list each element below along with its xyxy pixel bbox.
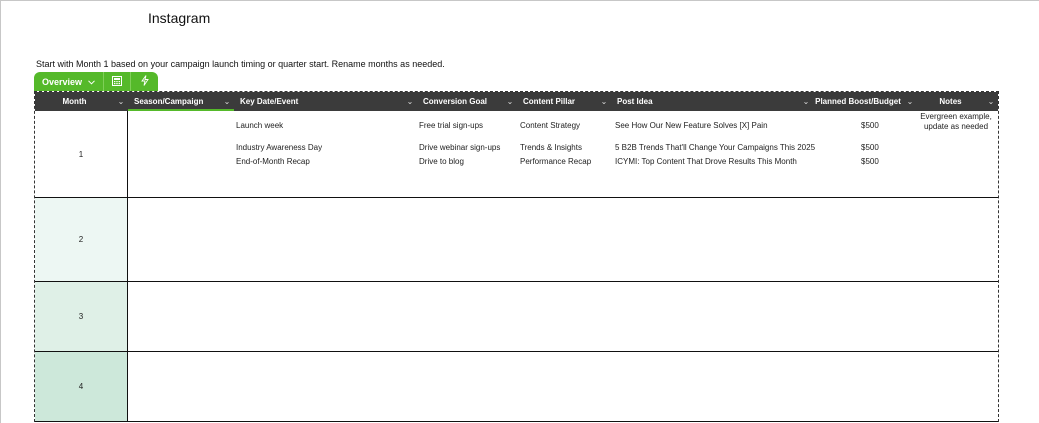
budget-cell: $500: [861, 121, 879, 130]
column-header-content-pillar[interactable]: [517, 92, 611, 111]
key-date-cell: Industry Awareness Day: [236, 143, 323, 152]
row-content[interactable]: [128, 282, 998, 351]
row-content: [128, 111, 998, 197]
post-idea-cell: See How Our New Feature Solves [X] Pain: [615, 121, 768, 130]
key-date-cell: End-of-Month Recap: [236, 157, 310, 166]
month-cell[interactable]: [35, 352, 128, 421]
column-label: Notes: [939, 97, 962, 106]
table-row: [35, 352, 998, 422]
table-header: [35, 92, 998, 111]
column-label: Planned Boost/Budget: [815, 97, 901, 106]
chevron-down-icon[interactable]: ⌄: [223, 97, 231, 106]
chevron-down-icon[interactable]: ⌄: [406, 97, 414, 106]
window-border-top: [0, 0, 1039, 1]
column-header-season-campaign[interactable]: [128, 92, 234, 111]
list-item[interactable]: [128, 157, 998, 168]
chevron-down-icon[interactable]: ⌄: [506, 97, 514, 106]
row-content[interactable]: [128, 198, 998, 281]
chevron-down-icon[interactable]: ⌄: [987, 97, 995, 106]
budget-cell: $500: [861, 143, 879, 152]
column-label: Key Date/Event: [240, 97, 299, 106]
table-row: [35, 282, 998, 352]
column-header-key-date-event[interactable]: [234, 92, 417, 111]
month-cell[interactable]: [35, 282, 128, 351]
column-header-month[interactable]: [35, 92, 128, 111]
budget-cell: $500: [861, 157, 879, 166]
table-row: [35, 198, 998, 282]
conversion-goal-cell: Drive webinar sign-ups: [419, 143, 501, 152]
conversion-goal-cell: Drive to blog: [419, 157, 464, 166]
chevron-down-icon: [88, 77, 95, 87]
column-label: Season/Campaign: [134, 97, 204, 106]
month-label: 3: [78, 312, 84, 321]
column-label: Conversion Goal: [423, 97, 488, 106]
column-label: Post Idea: [617, 97, 653, 106]
notes-cell: Evergreen example, update as needed: [920, 112, 992, 131]
chevron-down-icon[interactable]: ⌄: [600, 97, 608, 106]
month-label: 1: [78, 149, 84, 159]
conversion-goal-cell: Free trial sign-ups: [419, 121, 484, 130]
list-item[interactable]: [128, 121, 998, 132]
month-label: 4: [78, 382, 84, 391]
view-tabbar: [34, 72, 158, 91]
page-subtitle: Start with Month 1 based on your campaign launch timing or quarter start. Rename months as needed.: [36, 59, 445, 69]
key-date-cell: Launch week: [236, 121, 284, 130]
column-label: Month: [62, 97, 87, 106]
content-pillar-cell: Performance Recap: [520, 157, 592, 166]
column-header-planned-boost-budget[interactable]: [813, 92, 917, 111]
column-header-notes[interactable]: [917, 92, 998, 111]
calculator-icon: [112, 76, 122, 88]
post-idea-cell: 5 B2B Trends That'll Change Your Campaigns This 2025: [615, 143, 816, 152]
content-calendar-table: [34, 91, 999, 422]
tab-calculator[interactable]: [104, 72, 131, 91]
content-pillar-cell: Trends & Insights: [520, 143, 582, 152]
month-label: 2: [78, 235, 84, 244]
tab-overview-label: Overview: [41, 76, 83, 87]
month-cell[interactable]: [35, 111, 128, 197]
chevron-down-icon[interactable]: ⌄: [906, 97, 914, 106]
table-row: [35, 111, 998, 198]
chevron-down-icon[interactable]: ⌄: [117, 97, 125, 106]
chevron-down-icon[interactable]: ⌄: [802, 97, 810, 106]
tab-automation[interactable]: [131, 72, 158, 91]
window-border-left: [0, 0, 1, 423]
column-header-conversion-goal[interactable]: [417, 92, 517, 111]
content-pillar-cell: Content Strategy: [520, 121, 581, 130]
list-item[interactable]: [128, 143, 998, 154]
row-content[interactable]: [128, 352, 998, 421]
lightning-bolt-icon: [141, 75, 149, 88]
post-idea-cell: ICYMI: Top Content That Drove Results This Month: [615, 157, 797, 166]
column-header-post-idea[interactable]: [611, 92, 813, 111]
tab-overview[interactable]: [34, 72, 104, 91]
page-title: Instagram: [148, 10, 211, 26]
column-label: Content Pillar: [523, 97, 576, 106]
month-cell[interactable]: [35, 198, 128, 281]
